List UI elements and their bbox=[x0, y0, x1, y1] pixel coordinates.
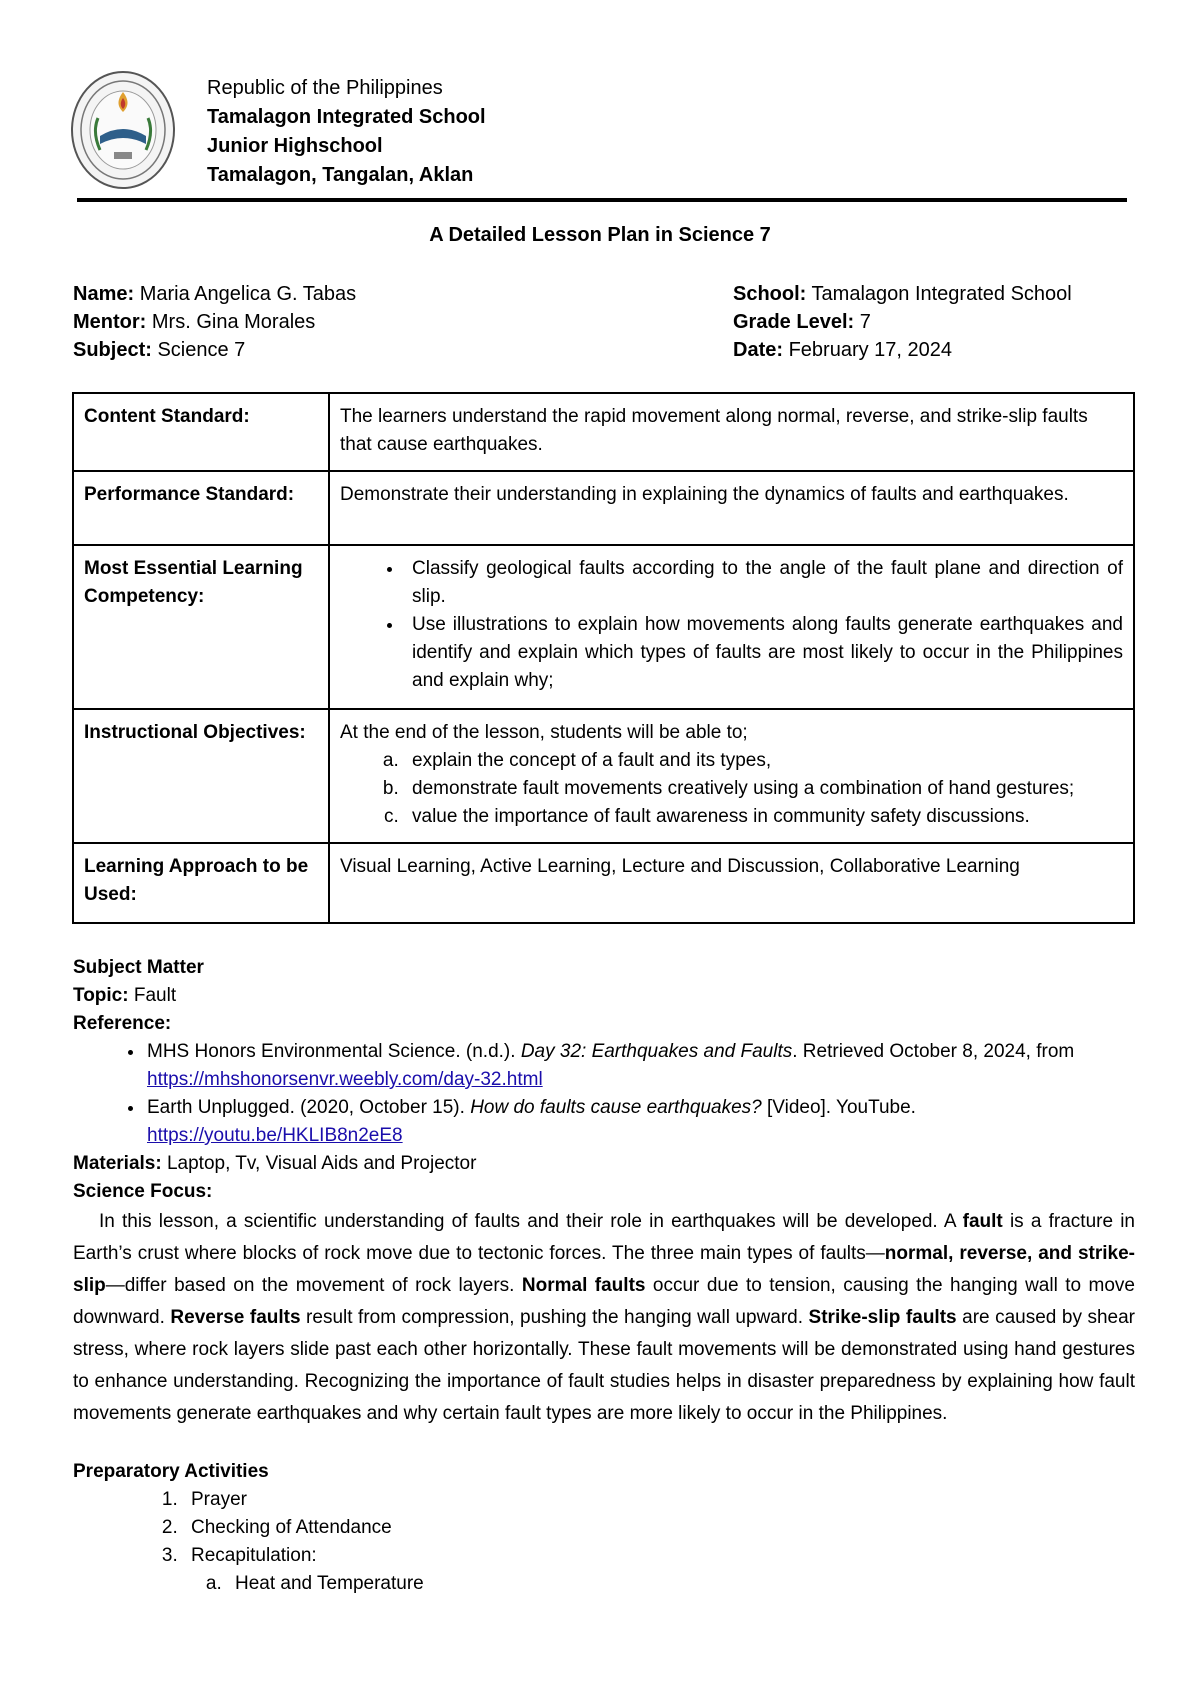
focus-text: —differ based on the movement of rock layers. bbox=[105, 1275, 522, 1296]
subject-label: Subject: bbox=[73, 339, 152, 361]
list-item: 2. Checking of Attendance bbox=[183, 1514, 1135, 1542]
list-item: • Use illustrations to explain how movements along faults generate earthquakes and identify and explain which types of faults are most likely to occur in the Philippines and explain why; bbox=[404, 611, 1123, 695]
school-seal-logo bbox=[70, 70, 176, 190]
mentor-label: Mentor: bbox=[73, 311, 147, 333]
topic-value: Fault bbox=[133, 985, 177, 1006]
name-row bbox=[73, 280, 356, 308]
document-title: A Detailed Lesson Plan in Science 7 bbox=[429, 224, 771, 246]
date-row bbox=[733, 336, 1072, 364]
mentor-value: Mrs. Gina Morales bbox=[151, 311, 316, 333]
school-header bbox=[207, 74, 486, 190]
list-item bbox=[183, 1542, 1135, 1598]
reference-label: Reference: bbox=[73, 1013, 172, 1034]
melc-list bbox=[340, 555, 1123, 695]
performance-standard-value: Demonstrate their understanding in explaining the dynamics of faults and earthquakes. bbox=[329, 471, 1134, 545]
list-item: 1. Prayer bbox=[183, 1486, 1135, 1514]
topic-label: Topic: bbox=[73, 985, 129, 1006]
table-row bbox=[73, 393, 1134, 471]
subject-row bbox=[73, 336, 356, 364]
topic-row bbox=[73, 982, 1135, 1010]
reference-text: [Video]. YouTube. bbox=[761, 1097, 916, 1118]
reference-text: MHS Honors Environmental Science. (n.d.). bbox=[147, 1041, 521, 1062]
materials-value: Laptop, Tv, Visual Aids and Projector bbox=[166, 1153, 477, 1174]
focus-text: result from compression, pushing the hanging wall upward. bbox=[300, 1307, 809, 1328]
grade-label: Grade Level: bbox=[733, 311, 855, 333]
list-item: a. Heat and Temperature bbox=[227, 1570, 1135, 1598]
school-value: Tamalagon Integrated School bbox=[811, 283, 1072, 305]
info-right-column bbox=[733, 280, 1072, 364]
focus-text: is a fracture in Earth’s crust where blocks of rock move due to tectonic forces. The three main types of faults— bbox=[73, 1211, 1135, 1264]
list-item: c. value the importance of fault awareness in community safety discussions. bbox=[404, 803, 1123, 831]
objectives-value bbox=[329, 709, 1134, 843]
focus-text: occur due to tension, causing the hanging wall to move downward. bbox=[73, 1275, 1135, 1328]
lesson-body bbox=[73, 954, 1135, 1598]
focus-term: normal, reverse, and strike-slip bbox=[73, 1243, 1135, 1296]
focus-text: In this lesson, a scientific understanding of faults and their role in earthquakes will be developed. A bbox=[99, 1211, 963, 1232]
reference-text: Earth Unplugged. (2020, October 15). bbox=[147, 1097, 471, 1118]
list-item bbox=[145, 1038, 1135, 1094]
table-row bbox=[73, 545, 1134, 709]
reference-text: . Retrieved October 8, 2024, from bbox=[792, 1041, 1075, 1062]
objectives-list bbox=[340, 747, 1123, 831]
list-item: a. explain the concept of a fault and its types, bbox=[404, 747, 1123, 775]
school-name: Tamalagon Integrated School bbox=[207, 106, 486, 128]
list-item: b. demonstrate fault movements creatively using a combination of hand gestures; bbox=[404, 775, 1123, 803]
mentor-row bbox=[73, 308, 356, 336]
content-standard-value: The learners understand the rapid movement along normal, reverse, and strike-slip faults that cause earthquakes. bbox=[329, 393, 1134, 471]
recap-sublist bbox=[191, 1570, 1135, 1598]
name-value: Maria Angelica G. Tabas bbox=[139, 283, 357, 305]
focus-term: fault bbox=[962, 1211, 1003, 1232]
table-row bbox=[73, 709, 1134, 843]
grade-value: 7 bbox=[859, 311, 871, 333]
school-address: Tamalagon, Tangalan, Aklan bbox=[207, 164, 474, 186]
republic-line: Republic of the Philippines bbox=[207, 77, 443, 99]
spacer bbox=[73, 1430, 1135, 1458]
focus-term: Reverse faults bbox=[170, 1307, 301, 1328]
reference-link[interactable]: https://mhshonorsenvr.weebly.com/day-32.html bbox=[147, 1069, 543, 1090]
science-focus-paragraph bbox=[73, 1206, 1135, 1430]
date-label: Date: bbox=[733, 339, 784, 361]
reference-title: How do faults cause earthquakes? bbox=[470, 1097, 762, 1118]
materials-label: Materials: bbox=[73, 1153, 162, 1174]
school-level: Junior Highschool bbox=[207, 135, 383, 157]
list-item: • Classify geological faults according to the angle of the fault plane and direction of slip. bbox=[404, 555, 1123, 611]
subject-matter-heading: Subject Matter bbox=[73, 957, 204, 978]
list-item-label: Recapitulation: bbox=[191, 1545, 317, 1566]
name-label: Name: bbox=[73, 283, 135, 305]
table-row bbox=[73, 843, 1134, 923]
objectives-label: Instructional Objectives: bbox=[73, 709, 329, 843]
approach-value: Visual Learning, Active Learning, Lecture and Discussion, Collaborative Learning bbox=[329, 843, 1134, 923]
header-divider bbox=[77, 198, 1127, 202]
focus-term: Strike-slip faults bbox=[808, 1307, 957, 1328]
reference-list bbox=[73, 1038, 1135, 1150]
performance-standard-label: Performance Standard: bbox=[73, 471, 329, 545]
preparatory-heading: Preparatory Activities bbox=[73, 1461, 269, 1482]
materials-row bbox=[73, 1150, 1135, 1178]
info-left-column bbox=[73, 280, 356, 364]
reference-link[interactable]: https://youtu.be/HKLIB8n2eE8 bbox=[147, 1125, 403, 1146]
melc-label: Most Essential Learning Competency: bbox=[73, 545, 329, 709]
approach-label: Learning Approach to be Used: bbox=[73, 843, 329, 923]
focus-text: are caused by shear stress, where rock layers slide past each other horizontally. These fault movements will be demonstrated using hand gestures to enhance understanding. Recognizing the importance of fault studies helps in disaster preparedness by explaining how fault movements generate earthquakes and why certain fault types are more likely to occur in the Philippines. bbox=[73, 1307, 1135, 1424]
date-value: February 17, 2024 bbox=[788, 339, 953, 361]
focus-term: Normal faults bbox=[521, 1275, 646, 1296]
reference-title: Day 32: Earthquakes and Faults bbox=[520, 1041, 793, 1062]
objectives-intro: At the end of the lesson, students will be able to; bbox=[340, 722, 748, 743]
list-item bbox=[145, 1094, 1135, 1150]
school-label: School: bbox=[733, 283, 807, 305]
preparatory-list bbox=[73, 1486, 1135, 1598]
school-row bbox=[733, 280, 1072, 308]
subject-value: Science 7 bbox=[157, 339, 246, 361]
grade-row bbox=[733, 308, 1072, 336]
content-standard-label: Content Standard: bbox=[73, 393, 329, 471]
table-row bbox=[73, 471, 1134, 545]
melc-value bbox=[329, 545, 1134, 709]
science-focus-label: Science Focus: bbox=[73, 1181, 213, 1202]
standards-table bbox=[72, 392, 1135, 924]
